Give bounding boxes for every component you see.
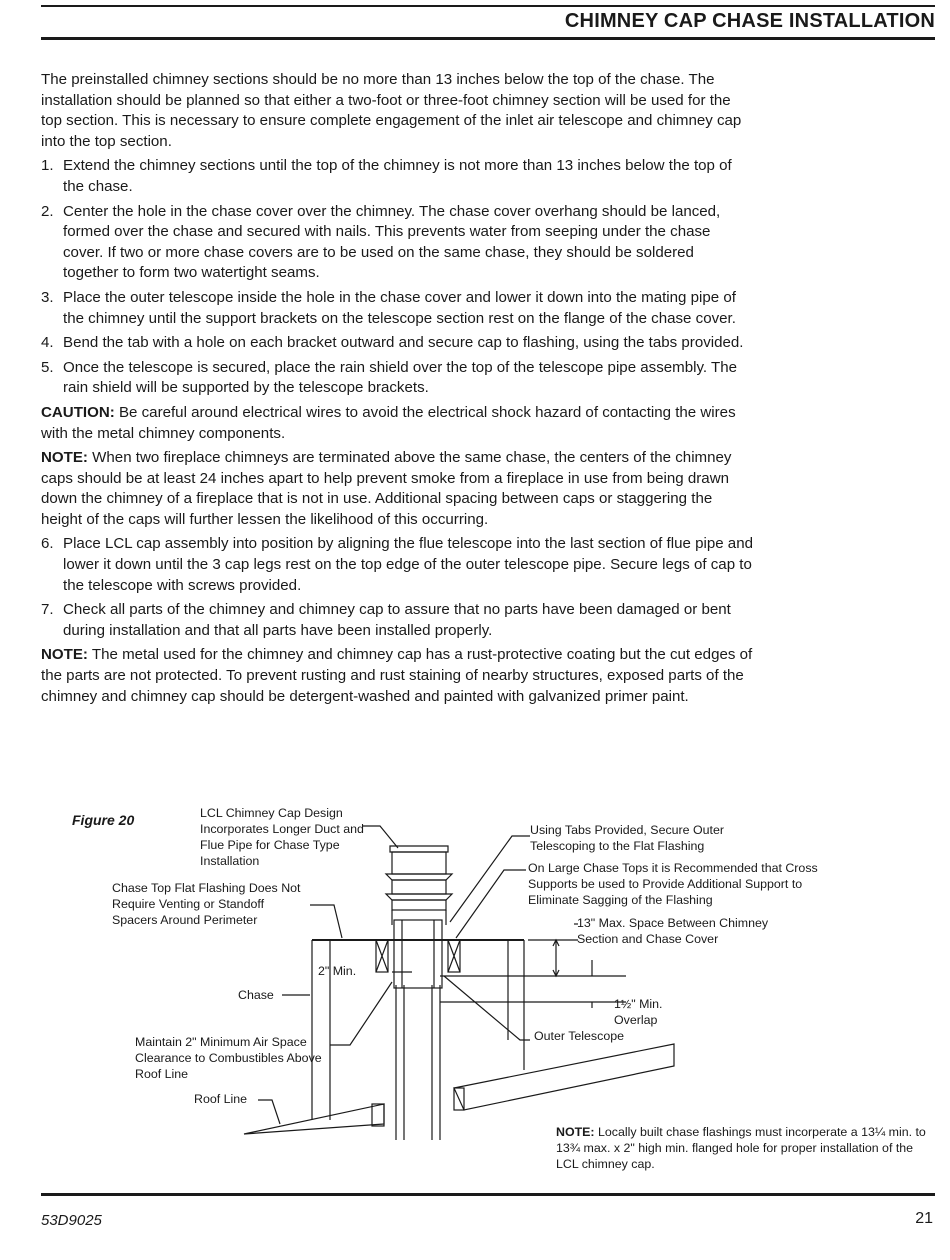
step-text: Center the hole in the chase cover over the chimney. The chase cover overhang should be lanced, formed over the chase and secured with nails. This prevents water from seeping under the chase cover. If two or more chase covers are to be used on the same chase, they should be soldered together to form two watertight seams. bbox=[63, 202, 721, 282]
callout-tabs: Using Tabs Provided, Secure Outer Telescoping to the Flat Flashing bbox=[530, 823, 724, 853]
outer-telescope bbox=[394, 920, 442, 988]
caution-text: Be careful around electrical wires to avoid the electrical shock hazard of contacting the wires with the metal chimney components. bbox=[41, 403, 736, 442]
step-number: 3. bbox=[41, 288, 54, 306]
cap-screen-lower bbox=[392, 900, 446, 910]
callout-outer-telescope: Outer Telescope bbox=[534, 1029, 625, 1043]
callout-lcl-cap: LCL Chimney Cap Design Incorporates Longer Duct and Flue Pipe for Chase Type Installation bbox=[200, 806, 364, 868]
callout-roof-line: Roof Line bbox=[194, 1092, 248, 1106]
note-label: NOTE: bbox=[41, 646, 88, 664]
note-text: When two fireplace chimneys are terminated above the same chase, the centers of the chimney caps should be at least 24 inches apart to help prevent smoke from a fireplace in use from being drawn down the chimney of a fireplace that is not in use. Additional spacing between caps or staggering the height of the caps will further lessen the likelihood of this occurring. bbox=[41, 449, 732, 528]
cap-top-shield bbox=[390, 846, 448, 852]
step-text: Place the outer telescope inside the hole in the chase cover and lower it down into the mating pipe of the chimney until the support brackets on the telescope section rest on the flange of the chase cover. bbox=[63, 288, 736, 327]
callout-cross-supports: On Large Chase Tops it is Recommended that Cross Supports be used to Provide Additional Support to Eliminate Sagging of the Flashing bbox=[528, 861, 818, 907]
leader-cross-supports bbox=[456, 870, 526, 938]
step-number: 6. bbox=[41, 535, 54, 553]
callout-max-space: 13" Max. Space Between Chimney Section and Chase Cover bbox=[577, 916, 769, 946]
step-number: 1. bbox=[41, 157, 54, 175]
page-title: CHIMNEY CAP CHASE INSTALLATION bbox=[564, 10, 935, 32]
step-number: 7. bbox=[41, 601, 54, 619]
figure-note-text: Locally built chase flashings must incorperate a 13¼ min. to 13¾ max. x 2" high min. flanged hole for proper installation of the LCL chimney cap. bbox=[556, 1125, 926, 1171]
step-text: Extend the chimney sections until the top of the chimney is not more than 13 inches below the top of the chase. bbox=[63, 157, 732, 195]
callout-two-min: 2" Min. bbox=[318, 964, 357, 978]
roof-board-left bbox=[372, 1104, 384, 1126]
figure-title: Figure 20 bbox=[72, 812, 135, 828]
cap-screen-upper bbox=[392, 852, 446, 874]
leader-outer-telescope bbox=[444, 976, 530, 1040]
cross-support-right-x bbox=[448, 940, 460, 972]
callout-overlap: 1½" Min. Overlap bbox=[614, 997, 663, 1027]
step-number: 5. bbox=[41, 358, 54, 376]
step-number: 4. bbox=[41, 334, 54, 352]
step-text: Check all parts of the chimney and chimney cap to assure that no parts have been damaged or bent during installation and that all parts have been installed properly. bbox=[63, 601, 731, 639]
footer-rule bbox=[41, 1193, 935, 1196]
step-text: Place LCL cap assembly into position by aligning the flue telescope into the last section of flue pipe and lower it down until the 3 cap legs rest on the top edge of the outer telescope pipe. Secure legs of cap to the telescope with screws provided. bbox=[63, 535, 753, 594]
figure-note bbox=[556, 1124, 928, 1172]
intro-paragraph: The preinstalled chimney sections should be no more than 13 inches below the top of the chase. The installation should be planned so that either a two-foot or three-foot chimney section will be used for the top section. This is necessary to ensure complete engagement of the inlet air telescope and chimney cap into the top section. bbox=[41, 71, 742, 150]
cap-shield-middle bbox=[386, 874, 452, 880]
callout-chase: Chase bbox=[238, 988, 274, 1002]
cap-screen-middle bbox=[392, 880, 446, 894]
cap-shield-lower bbox=[386, 894, 452, 900]
step-text: Bend the tab with a hole on each bracket outward and secure cap to flashing, using the tabs provided. bbox=[63, 334, 744, 352]
note-label: NOTE: bbox=[41, 449, 88, 467]
document-code: 53D9025 bbox=[41, 1212, 102, 1229]
leader-air-space bbox=[330, 982, 392, 1045]
step-number: 2. bbox=[41, 202, 54, 220]
note-text: The metal used for the chimney and chimney cap has a rust-protective coating but the cut edges of the parts are not protected. To prevent rusting and rust staining of nearby structures, exposed parts of the chimney and chimney cap should be detergent-washed and painted with galvanized primer paint. bbox=[41, 646, 753, 705]
callout-air-space: Maintain 2" Minimum Air Space Clearance to Combustibles Above Roof Line bbox=[135, 1035, 322, 1081]
roof-right bbox=[454, 1044, 674, 1110]
caution-label: CAUTION: bbox=[41, 403, 115, 421]
callout-flat-flashing: Chase Top Flat Flashing Does Not Require Venting or Standoff Spacers Around Perimeter bbox=[112, 881, 301, 927]
leader-tabs bbox=[450, 836, 530, 922]
page-number: 21 bbox=[915, 1210, 933, 1227]
roof-left bbox=[244, 1104, 384, 1134]
step-text: Once the telescope is secured, place the rain shield over the top of the telescope pipe assembly. The rain shield will be supported by the telescope brackets. bbox=[63, 358, 738, 397]
leader-flat-flashing bbox=[310, 905, 342, 938]
figure-note-label: NOTE: bbox=[556, 1125, 595, 1139]
